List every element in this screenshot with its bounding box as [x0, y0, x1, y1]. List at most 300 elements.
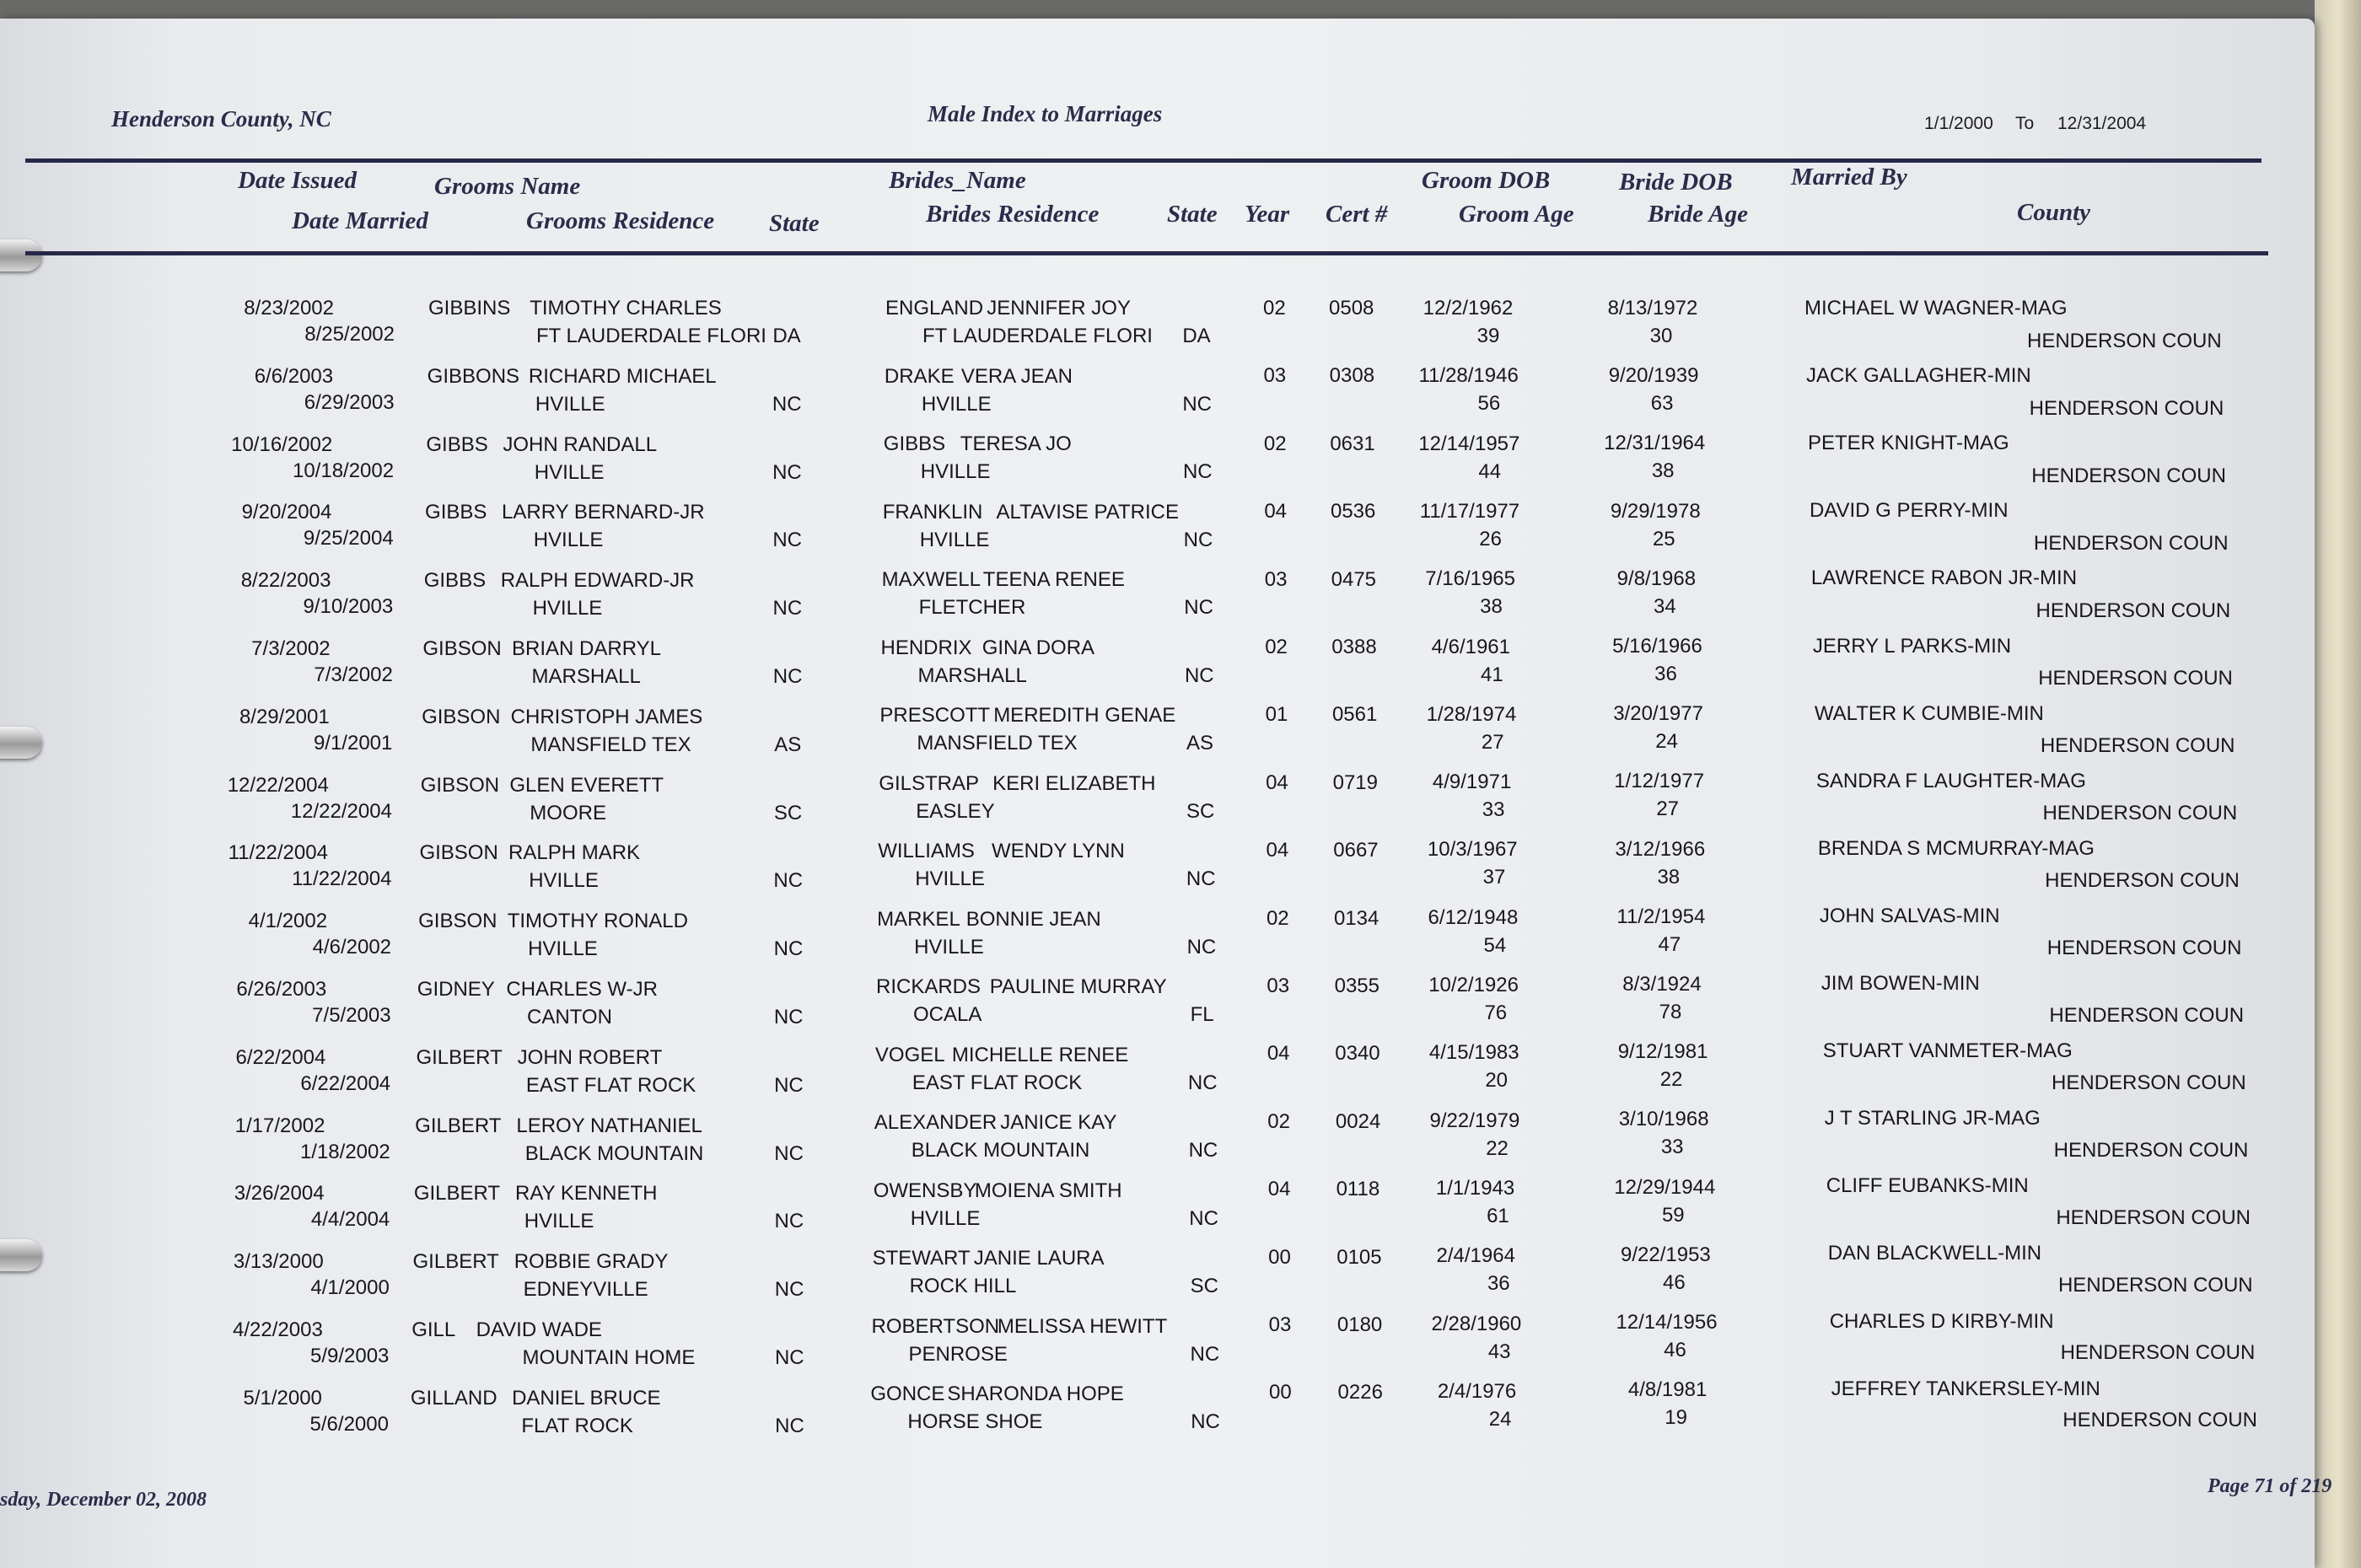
- groom-first-name: BRIAN DARRYL: [512, 637, 661, 660]
- bride-state: SC: [1190, 1275, 1218, 1297]
- bride-dob: 4/8/1981: [1627, 1378, 1708, 1402]
- col-date-married: Date Married: [292, 207, 428, 234]
- groom-dob: 2/4/1976: [1437, 1379, 1517, 1403]
- county: HENDERSON COUN: [2029, 397, 2224, 420]
- page-stack-edge: [2315, 0, 2361, 1568]
- county: HENDERSON COUN: [2038, 667, 2233, 690]
- bride-residence: HVILLE: [920, 460, 991, 483]
- groom-age: 39: [1476, 325, 1500, 347]
- col-groom-age: Groom Age: [1459, 201, 1574, 228]
- date-married: 4/1/2000: [310, 1276, 390, 1300]
- bride-age: 19: [1665, 1406, 1687, 1430]
- bride-residence: MANSFIELD TEX: [917, 732, 1078, 754]
- register-page: [0, 19, 2332, 1568]
- groom-dob: 4/6/1961: [1431, 635, 1510, 658]
- groom-state: NC: [774, 1141, 804, 1165]
- bride-age: 24: [1655, 730, 1678, 754]
- record-year: 01: [1265, 703, 1288, 727]
- col-bride-age: Bride Age: [1648, 201, 1748, 228]
- groom-state: NC: [772, 665, 803, 688]
- cert-number: 0355: [1334, 975, 1379, 997]
- record-year: 03: [1264, 567, 1288, 591]
- groom-first-name: JOHN ROBERT: [517, 1045, 663, 1069]
- groom-state: NC: [772, 392, 802, 416]
- bride-last-name: ENGLAND: [885, 297, 984, 320]
- groom-dob: 4/15/1983: [1428, 1041, 1519, 1065]
- date-married: 11/22/2004: [292, 867, 392, 891]
- bride-residence: PENROSE: [908, 1342, 1008, 1366]
- officiant: JACK GALLAGHER-MIN: [1805, 364, 2031, 388]
- bride-dob: 9/12/1981: [1617, 1040, 1708, 1064]
- bride-dob: 9/22/1953: [1621, 1243, 1711, 1266]
- bride-last-name: WILLIAMS: [878, 840, 975, 862]
- bride-residence: OCALA: [913, 1003, 982, 1026]
- bride-residence: ROCK HILL: [909, 1275, 1017, 1297]
- bride-first-name: SHARONDA HOPE: [947, 1383, 1124, 1405]
- date-married: 7/5/2003: [312, 1004, 391, 1027]
- county: HENDERSON COUN: [2057, 1274, 2253, 1297]
- print-date: sday, December 02, 2008: [0, 1489, 207, 1511]
- bride-state: NC: [1191, 1410, 1220, 1433]
- groom-state: NC: [773, 1006, 804, 1028]
- groom-first-name: TIMOTHY RONALD: [507, 910, 688, 933]
- bride-state: NC: [1182, 392, 1212, 416]
- date-issued: 8/22/2003: [240, 569, 331, 593]
- bride-residence: HVILLE: [914, 935, 984, 959]
- bride-last-name: MARKEL: [877, 907, 960, 931]
- bride-first-name: MEREDITH GENAE: [993, 704, 1176, 727]
- county: HENDERSON COUN: [2063, 1409, 2257, 1431]
- bride-residence: EASLEY: [916, 799, 995, 823]
- date-married: 6/29/2003: [304, 390, 395, 414]
- groom-last-name: GILBERT: [415, 1114, 502, 1137]
- bride-residence: MARSHALL: [917, 663, 1027, 687]
- bride-last-name: GILSTRAP: [879, 771, 979, 795]
- county: HENDERSON COUN: [2049, 1004, 2245, 1027]
- groom-state: NC: [773, 869, 804, 893]
- bride-state: DA: [1182, 325, 1211, 347]
- groom-first-name: DAVID WADE: [476, 1318, 602, 1341]
- cert-number: 0226: [1337, 1381, 1383, 1404]
- officiant: LAWRENCE RABON JR-MIN: [1810, 567, 2078, 590]
- bride-last-name: GIBBS: [883, 432, 946, 455]
- record-year: 04: [1267, 1042, 1290, 1066]
- bride-first-name: ALTAVISE PATRICE: [996, 500, 1179, 524]
- groom-residence: BLACK MOUNTAIN: [524, 1141, 704, 1165]
- bride-state: NC: [1182, 460, 1213, 483]
- bride-dob: 1/12/1977: [1614, 770, 1705, 793]
- col-grooms-name: Grooms Name: [434, 173, 581, 200]
- groom-last-name: GIDNEY: [417, 978, 495, 1001]
- groom-age: 27: [1481, 730, 1504, 754]
- groom-dob: 10/2/1926: [1428, 974, 1519, 996]
- record-year: 00: [1269, 1381, 1292, 1404]
- bride-dob: 3/10/1968: [1618, 1108, 1709, 1131]
- bride-dob: 3/12/1966: [1615, 837, 1706, 861]
- bride-last-name: GONCE: [870, 1383, 945, 1405]
- groom-dob: 1/28/1974: [1426, 702, 1517, 726]
- bride-age: 30: [1649, 325, 1673, 347]
- col-brides-name: Brides_Name: [889, 167, 1026, 194]
- officiant: WALTER K CUMBIE-MIN: [1814, 701, 2044, 725]
- groom-first-name: TIMOTHY CHARLES: [530, 297, 722, 320]
- county: HENDERSON COUN: [2060, 1341, 2256, 1364]
- groom-first-name: RAY KENNETH: [515, 1182, 658, 1206]
- bride-first-name: GINA DORA: [982, 636, 1095, 659]
- groom-residence: HVILLE: [529, 869, 599, 893]
- groom-age: 37: [1482, 866, 1506, 889]
- groom-residence: FT LAUDERDALE FLORI: [536, 325, 766, 347]
- record-year: 02: [1263, 297, 1286, 320]
- officiant: BRENDA S MCMURRAY-MAG: [1817, 836, 2095, 860]
- groom-last-name: GIBBINS: [428, 297, 511, 320]
- bride-residence: HVILLE: [921, 392, 992, 416]
- groom-age: 44: [1478, 459, 1502, 483]
- groom-dob: 2/28/1960: [1431, 1312, 1522, 1335]
- report-title: Male Index to Marriages: [928, 101, 1163, 126]
- bride-state: NC: [1183, 528, 1213, 551]
- bride-dob: 12/31/1964: [1604, 432, 1706, 455]
- groom-last-name: GIBSON: [422, 637, 502, 660]
- bride-first-name: MOIENA SMITH: [974, 1179, 1122, 1202]
- bride-first-name: MICHELLE RENEE: [951, 1043, 1129, 1066]
- date-issued: 6/6/2003: [254, 364, 334, 388]
- groom-state: NC: [773, 937, 804, 961]
- groom-residence: HVILLE: [532, 597, 603, 620]
- bride-age: 46: [1663, 1270, 1686, 1294]
- bride-first-name: JANIE LAURA: [973, 1247, 1105, 1270]
- groom-residence: HVILLE: [524, 1210, 594, 1233]
- cert-number: 0536: [1330, 500, 1376, 524]
- groom-dob: 6/12/1948: [1428, 905, 1519, 929]
- bride-state: AS: [1186, 732, 1213, 754]
- officiant: SANDRA F LAUGHTER-MAG: [1815, 769, 2086, 792]
- bride-state: NC: [1184, 596, 1213, 619]
- bride-state: NC: [1187, 1071, 1218, 1094]
- county-title: Henderson County, NC: [111, 106, 331, 132]
- bride-first-name: VERA JEAN: [960, 364, 1073, 388]
- county: HENDERSON COUN: [2056, 1206, 2251, 1229]
- groom-age: 76: [1484, 1001, 1508, 1024]
- groom-first-name: RICHARD MICHAEL: [528, 364, 717, 388]
- groom-first-name: LARRY BERNARD-JR: [502, 501, 705, 524]
- groom-dob: 1/1/1943: [1435, 1176, 1515, 1200]
- record-year: 02: [1265, 636, 1288, 658]
- bride-dob: 8/3/1924: [1622, 973, 1702, 996]
- cert-number: 0308: [1329, 364, 1375, 388]
- col-groom-dob: Groom DOB: [1422, 167, 1551, 194]
- date-issued: 3/26/2004: [234, 1182, 325, 1206]
- record-year: 04: [1266, 771, 1288, 794]
- groom-age: 33: [1482, 798, 1505, 822]
- groom-residence: HVILLE: [535, 392, 605, 416]
- date-married: 8/25/2002: [304, 323, 395, 346]
- bride-first-name: TEENA RENEE: [982, 568, 1125, 591]
- bride-residence: EAST FLAT ROCK: [912, 1071, 1083, 1094]
- bride-last-name: VOGEL: [874, 1043, 945, 1066]
- date-married: 9/10/2003: [303, 595, 394, 619]
- bride-last-name: STEWART: [872, 1247, 971, 1270]
- bride-residence: FLETCHER: [918, 596, 1026, 619]
- record-year: 03: [1263, 364, 1287, 388]
- groom-dob: 12/14/1957: [1418, 432, 1520, 455]
- officiant: JIM BOWEN-MIN: [1820, 972, 1980, 995]
- date-issued: 9/20/2004: [241, 501, 332, 524]
- bride-age: 46: [1664, 1339, 1686, 1361]
- county: HENDERSON COUN: [2053, 1139, 2249, 1162]
- bride-dob: 9/20/1939: [1608, 364, 1699, 388]
- groom-first-name: ROBBIE GRADY: [514, 1250, 669, 1274]
- groom-first-name: JOHN RANDALL: [503, 432, 658, 456]
- groom-residence: HVILLE: [534, 460, 605, 484]
- officiant: PETER KNIGHT-MAG: [1807, 432, 2009, 455]
- groom-age: 54: [1483, 933, 1507, 957]
- bride-last-name: HENDRIX: [880, 636, 972, 659]
- bride-state: NC: [1188, 1139, 1218, 1162]
- groom-state: NC: [774, 1073, 804, 1097]
- col-year: Year: [1245, 201, 1290, 228]
- bride-age: 59: [1661, 1203, 1685, 1227]
- record-year: 04: [1267, 1178, 1291, 1201]
- date-married: 5/9/2003: [309, 1345, 390, 1367]
- groom-dob: 4/9/1971: [1432, 771, 1512, 794]
- bride-dob: 3/20/1977: [1613, 702, 1703, 726]
- bride-dob: 12/14/1956: [1616, 1311, 1718, 1334]
- officiant: J T STARLING JR-MAG: [1824, 1107, 2041, 1130]
- groom-age: 36: [1487, 1272, 1510, 1296]
- groom-state: NC: [772, 529, 802, 552]
- bride-last-name: FRANKLIN: [882, 500, 983, 524]
- page-number: Page 71 of 219: [2208, 1475, 2332, 1497]
- col-grooms-residence: Grooms Residence: [526, 207, 715, 234]
- date-married: 7/3/2002: [314, 663, 393, 686]
- cert-number: 0118: [1336, 1178, 1380, 1201]
- binder-ring-top: [0, 239, 42, 271]
- col-groom-state: State: [769, 210, 820, 237]
- groom-last-name: GIBSON: [420, 773, 500, 797]
- officiant: STUART VANMETER-MAG: [1822, 1039, 2073, 1063]
- groom-state: NC: [774, 1346, 804, 1369]
- groom-last-name: GILBERT: [412, 1250, 499, 1274]
- groom-first-name: GLEN EVERETT: [509, 773, 664, 797]
- date-married: 4/6/2002: [312, 936, 392, 959]
- groom-age: 26: [1479, 527, 1502, 550]
- binder-ring-bottom: [0, 1239, 42, 1271]
- groom-dob: 9/22/1979: [1429, 1109, 1520, 1132]
- officiant: JEFFREY TANKERSLEY-MIN: [1831, 1377, 2100, 1400]
- date-issued: 12/22/2004: [227, 773, 329, 797]
- date-married: 5/6/2000: [309, 1412, 389, 1436]
- groom-residence: FLAT ROCK: [521, 1414, 633, 1437]
- bride-last-name: MAXWELL: [881, 568, 981, 591]
- bride-first-name: JANICE KAY: [1000, 1111, 1117, 1134]
- bride-last-name: RICKARDS: [876, 975, 982, 998]
- groom-state: NC: [774, 1278, 804, 1302]
- groom-state: AS: [774, 733, 802, 756]
- record-year: 03: [1268, 1313, 1292, 1336]
- bride-age: 63: [1650, 392, 1674, 416]
- county: HENDERSON COUN: [2040, 734, 2235, 757]
- record-year: 02: [1263, 432, 1287, 455]
- bride-residence: FT LAUDERDALE FLORI: [922, 325, 1153, 347]
- bride-last-name: ALEXANDER: [874, 1111, 998, 1134]
- date-married: 10/18/2002: [292, 459, 395, 482]
- bride-first-name: WENDY LYNN: [992, 840, 1125, 862]
- county: HENDERSON COUN: [2036, 599, 2231, 622]
- officiant: JOHN SALVAS-MIN: [1819, 904, 2000, 927]
- date-married: 12/22/2004: [290, 799, 392, 823]
- cert-number: 0631: [1330, 432, 1375, 455]
- groom-state: NC: [772, 597, 803, 620]
- groom-last-name: GIBBS: [426, 432, 488, 456]
- groom-residence: MANSFIELD TEX: [530, 733, 691, 756]
- groom-last-name: GILBERT: [413, 1182, 501, 1206]
- groom-last-name: GIBSON: [422, 705, 501, 728]
- bride-first-name: BONNIE JEAN: [965, 907, 1101, 931]
- cert-number: 0561: [1331, 703, 1378, 727]
- bride-state: FL: [1190, 1003, 1214, 1026]
- date-range-to-label: To: [2015, 114, 2035, 133]
- groom-residence: CANTON: [527, 1006, 612, 1028]
- groom-last-name: GIBSON: [419, 841, 498, 865]
- officiant: DAN BLACKWELL-MIN: [1827, 1242, 2042, 1265]
- header-bottom-rule: [25, 251, 2268, 255]
- record-year: 02: [1266, 906, 1289, 930]
- groom-age: 22: [1486, 1136, 1509, 1160]
- col-married-by: Married By: [1791, 164, 1907, 191]
- record-year: 04: [1266, 839, 1289, 862]
- groom-age: 24: [1488, 1407, 1512, 1431]
- groom-last-name: GIBSON: [418, 910, 497, 933]
- groom-first-name: CHARLES W-JR: [506, 978, 658, 1001]
- officiant: JERRY L PARKS-MIN: [1812, 634, 2012, 658]
- bride-first-name: KERI ELIZABETH: [992, 771, 1156, 795]
- county: HENDERSON COUN: [2052, 1071, 2246, 1094]
- record-year: 02: [1267, 1109, 1290, 1133]
- col-county: County: [2017, 199, 2091, 226]
- bride-age: 38: [1651, 459, 1675, 483]
- bride-dob: 5/16/1966: [1612, 635, 1702, 658]
- date-issued: 3/13/2000: [233, 1250, 324, 1274]
- officiant: MICHAEL W WAGNER-MAG: [1804, 297, 2068, 320]
- groom-residence: EDNEYVILLE: [523, 1278, 648, 1302]
- bride-state: SC: [1186, 799, 1215, 823]
- groom-residence: MOUNTAIN HOME: [522, 1346, 696, 1369]
- county: HENDERSON COUN: [2046, 937, 2242, 959]
- groom-state: SC: [773, 801, 803, 824]
- date-married: 9/25/2004: [303, 527, 394, 550]
- date-married: 1/18/2002: [299, 1140, 390, 1163]
- date-issued: 6/26/2003: [236, 978, 327, 1001]
- groom-age: 38: [1480, 595, 1503, 619]
- bride-age: 47: [1658, 932, 1681, 956]
- col-brides-residence: Brides Residence: [926, 201, 1100, 228]
- bride-age: 78: [1659, 1001, 1682, 1023]
- cert-number: 0340: [1335, 1042, 1380, 1066]
- bride-age: 38: [1657, 865, 1681, 889]
- groom-residence: HVILLE: [528, 937, 598, 961]
- groom-dob: 12/2/1962: [1423, 297, 1514, 320]
- groom-age: 56: [1477, 392, 1501, 416]
- groom-last-name: GIBBS: [425, 501, 487, 524]
- record-year: 04: [1264, 500, 1288, 524]
- county: HENDERSON COUN: [2033, 532, 2229, 555]
- officiant: DAVID G PERRY-MIN: [1809, 499, 2009, 523]
- bride-state: NC: [1186, 867, 1216, 890]
- bride-age: 22: [1659, 1068, 1683, 1092]
- bride-residence: HVILLE: [915, 867, 985, 890]
- groom-last-name: GIBBS: [423, 569, 487, 593]
- groom-first-name: LEROY NATHANIEL: [516, 1114, 702, 1137]
- groom-age: 41: [1481, 663, 1503, 686]
- groom-dob: 2/4/1964: [1436, 1244, 1515, 1268]
- col-date-issued: Date Issued: [238, 167, 357, 194]
- bride-age: 34: [1654, 594, 1676, 618]
- bride-state: NC: [1190, 1342, 1220, 1366]
- groom-residence: MOORE: [530, 801, 606, 824]
- bride-age: 36: [1654, 663, 1677, 685]
- bride-state: NC: [1189, 1206, 1218, 1230]
- date-married: 6/22/2004: [300, 1071, 391, 1095]
- bride-residence: HVILLE: [919, 528, 990, 551]
- cert-number: 0134: [1333, 906, 1379, 930]
- bride-dob: 9/29/1978: [1610, 499, 1701, 523]
- date-married: 9/1/2001: [313, 731, 393, 754]
- county: HENDERSON COUN: [2042, 802, 2238, 824]
- bride-last-name: DRAKE: [884, 364, 955, 388]
- groom-state: NC: [774, 1210, 804, 1233]
- col-bride-dob: Bride DOB: [1619, 169, 1733, 196]
- groom-age: 20: [1485, 1069, 1509, 1093]
- bride-last-name: OWENSBY: [873, 1179, 977, 1202]
- binder-ring-middle: [0, 727, 42, 759]
- cert-number: 0719: [1332, 771, 1378, 794]
- date-issued: 8/29/2001: [239, 705, 330, 728]
- bride-age: 27: [1656, 797, 1680, 821]
- bride-dob: 11/2/1954: [1616, 905, 1706, 928]
- col-bride-state: State: [1167, 201, 1218, 228]
- bride-state: NC: [1186, 935, 1217, 959]
- officiant: CHARLES D KIRBY-MIN: [1829, 1309, 2054, 1333]
- date-issued: 7/3/2002: [251, 637, 331, 660]
- record-year: 00: [1268, 1245, 1291, 1269]
- date-issued: 11/22/2004: [228, 841, 328, 865]
- cert-number: 0024: [1335, 1109, 1381, 1133]
- bride-first-name: MELISSA HEWITT: [997, 1314, 1168, 1338]
- officiant: CLIFF EUBANKS-MIN: [1826, 1174, 2029, 1198]
- header-top-rule: [25, 158, 2262, 163]
- date-issued: 5/1/2000: [243, 1386, 322, 1410]
- bride-first-name: TERESA JO: [960, 432, 1072, 455]
- cert-number: 0180: [1336, 1313, 1383, 1336]
- cert-number: 0667: [1333, 839, 1379, 862]
- bride-last-name: ROBERTSON: [871, 1314, 1000, 1338]
- cert-number: 0105: [1336, 1245, 1382, 1269]
- groom-state: NC: [772, 460, 802, 484]
- bride-state: NC: [1184, 663, 1214, 687]
- bride-dob: 12/29/1944: [1614, 1175, 1716, 1199]
- groom-dob: 7/16/1965: [1425, 567, 1516, 591]
- groom-last-name: GIBBONS: [427, 364, 520, 388]
- date-married: 4/4/2004: [310, 1208, 390, 1232]
- groom-dob: 11/28/1946: [1418, 364, 1519, 388]
- groom-age: 43: [1487, 1340, 1511, 1363]
- county: HENDERSON COUN: [2031, 464, 2226, 487]
- bride-age: 25: [1652, 527, 1675, 550]
- groom-dob: 10/3/1967: [1427, 838, 1518, 862]
- bride-dob: 8/13/1972: [1607, 297, 1698, 320]
- date-issued: 10/16/2002: [231, 432, 333, 456]
